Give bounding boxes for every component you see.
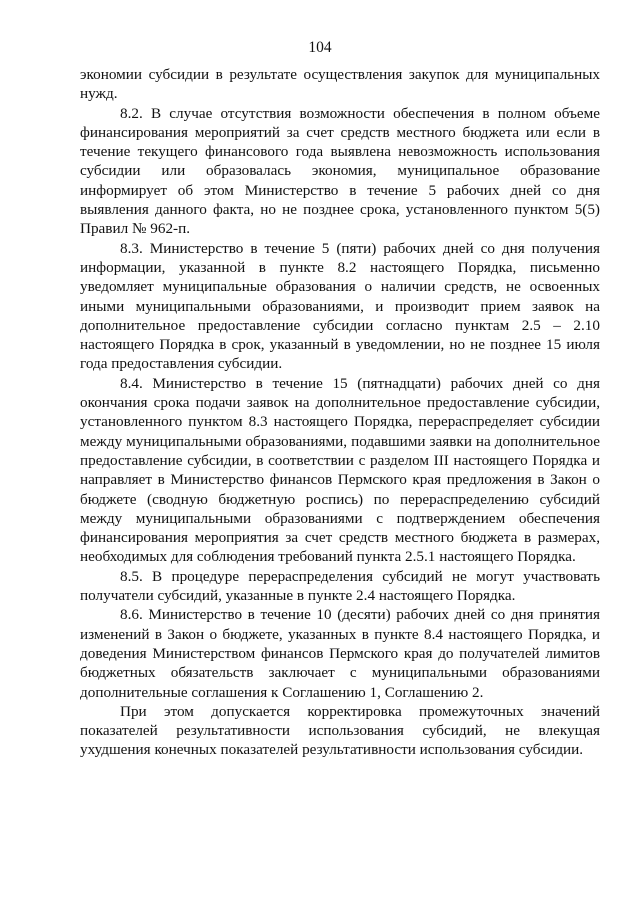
document-body bbox=[80, 65, 600, 760]
paragraph-adjustment-note: При этом допускается корректировка промежуточных значений показателей результативности использования субсидий, не влекущая ухудшения конечных показателей результативности использования субсидии. bbox=[80, 702, 600, 759]
page-number: 104 bbox=[308, 39, 332, 56]
paragraph-continuation: экономии субсидии в результате осуществления закупок для муниципальных нужд. bbox=[80, 66, 600, 103]
paragraph-8-3: 8.3. Министерство в течение 5 (пяти) рабочих дней со дня получения информации, указанной в пункте 8.2 настоящего Порядка, письменно уведомляет муниципальные образования о наличии средств, не освоенных иными муниципальными образованиями, и производит прием заявок на дополнительное предоставление субсидии согласно пунктам 2.5 – 2.10 настоящего Порядка в срок, указанный в уведомлении, но не позднее 15 июля года предоставления субсидии. bbox=[80, 239, 600, 373]
paragraph-8-6: 8.6. Министерство в течение 10 (десяти) рабочих дней со дня принятия изменений в Закон о бюджете, указанных в пункте 8.4 настоящего Порядка, и доведения Министерством финансов Пермского края до получателей лимитов бюджетных обязательств заключает с муниципальными образованиями дополнительные соглашения к Соглашению 1, Соглашению 2. bbox=[80, 606, 600, 701]
paragraph-8-5: 8.5. В процедуре перераспределения субсидий не могут участвовать получатели субсидий, указанные в пункте 2.4 настоящего Порядка. bbox=[80, 567, 600, 605]
paragraph-8-2: 8.2. В случае отсутствия возможности обеспечения в полном объеме финансирования мероприятий за счет средств местного бюджета или если в течение текущего финансового года выявлена невозможность использования субсидии или образовалась экономия, муниципальное образование информирует об этом Министерство в течение 5 рабочих дней со дня выявления данного факта, но не позднее срока, установленного пунктом 5(5) Правил № 962-п. bbox=[80, 104, 600, 238]
paragraph-8-4: 8.4. Министерство в течение 15 (пятнадцати) рабочих дней со дня окончания срока подачи заявок на дополнительное предоставление субсидии, установленного пунктом 8.3 настоящего Порядка, перераспределяет субсидии между муниципальными образованиями, подавшими заявки на дополнительное предоставление субсидии, в соответствии с разделом III настоящего Порядка и направляет в Министерство финансов Пермского края предложения в Закон о бюджете (сводную бюджетную роспись) по перераспределению субсидий между муниципальными образованиями с подтверждением обеспечения финансирования мероприятия за счет средств местного бюджета в размерах, необходимых для соблюдения требований пункта 2.5.1 настоящего Порядка. bbox=[80, 374, 600, 566]
